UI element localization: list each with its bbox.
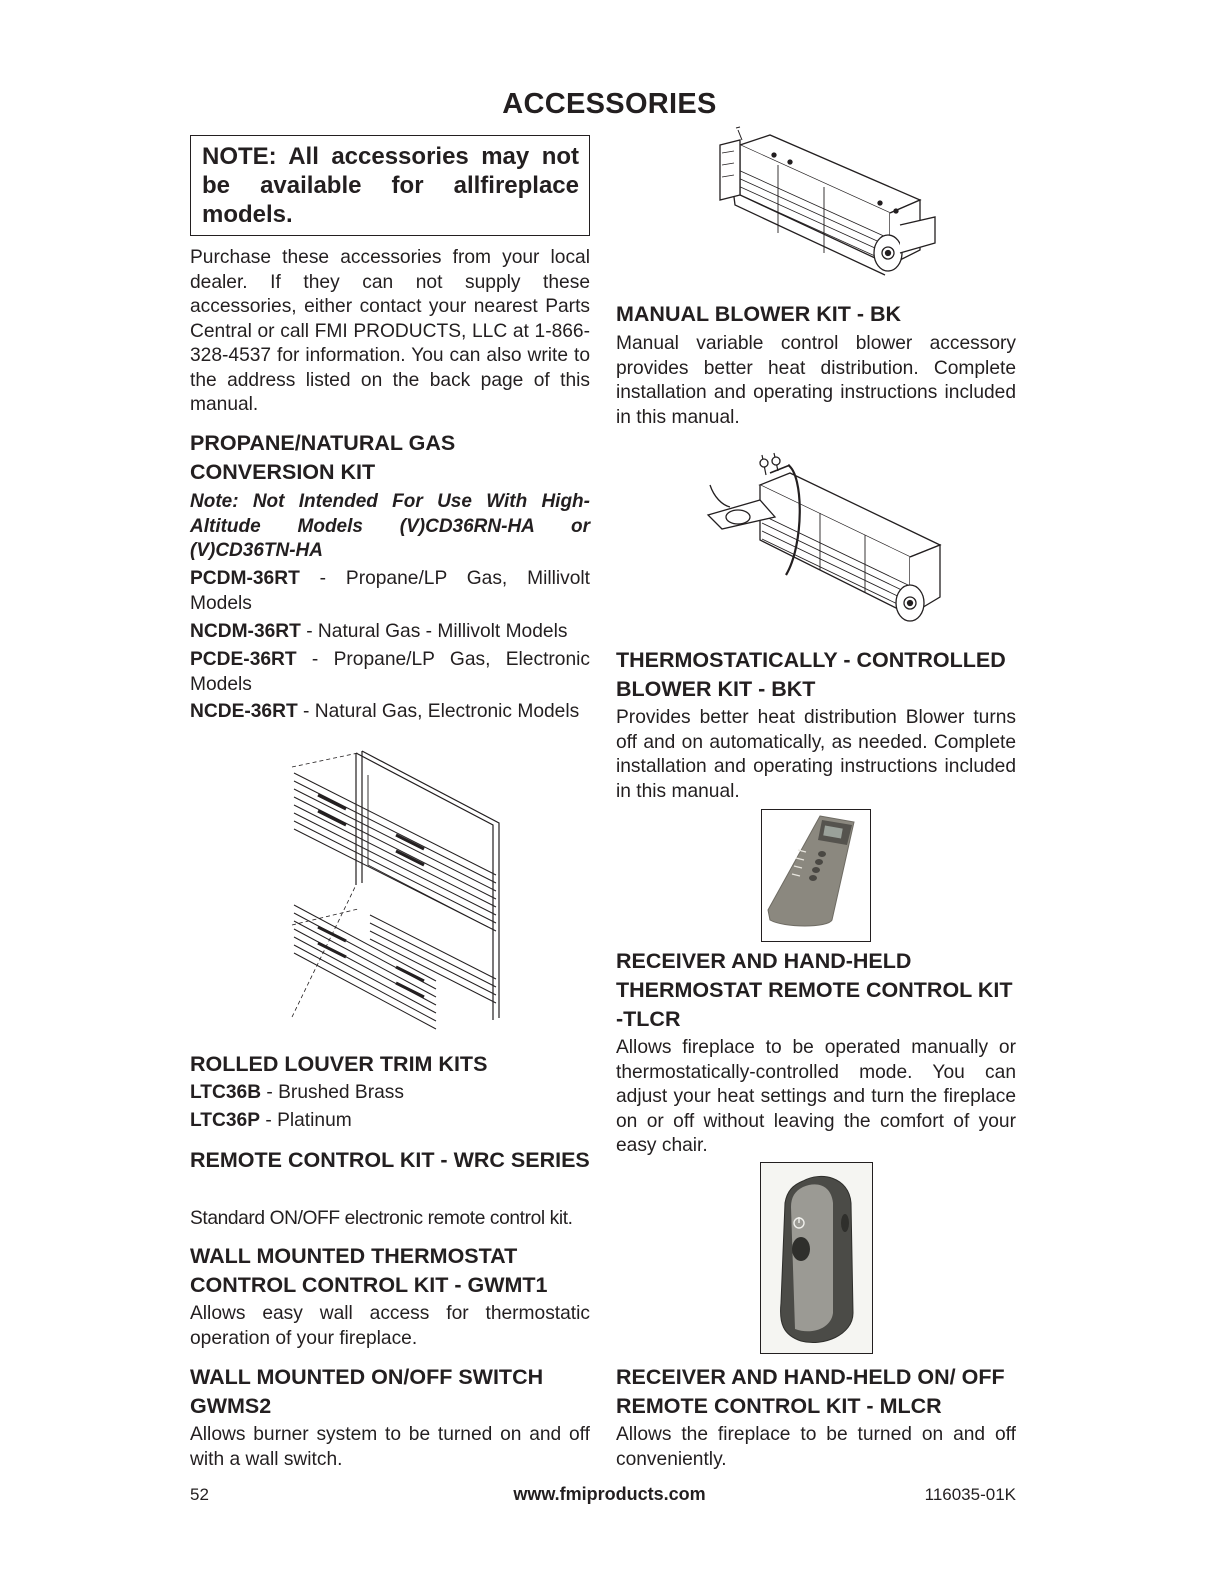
mlcr-heading: RECEIVER AND HAND-HELD ON/ OFF REMOTE CONTROL KIT - MLCR [616,1365,1005,1418]
conversion-kit-heading: PROPANE/NATURAL GAS CONVERSION KIT [190,431,456,484]
model-desc: - Propane/LP Gas, Millivolt Models [190,568,590,614]
wrc-heading: REMOTE CONTROL KIT - WRC SERIES [190,1148,590,1172]
bkt-text: Provides better heat distribution Blower turns off and on automatically, as needed. Complete installation and operating instructions included in this manual. [616,707,1016,802]
louver-trim-illustration [288,745,508,1035]
page-number: 52 [190,1485,209,1504]
intro-paragraph: Purchase these accessories from your local dealer. If they can not supply these accessories, either contact your nearest Parts Central or call FMI PRODUCTS, LLC at 1-866-328-4537 for information. You can also write to the address listed on the back page of this manual. [190,247,590,415]
louver-heading: ROLLED LOUVER TRIM KITS [190,1052,488,1076]
model-desc: - Natural Gas - Millivolt Models [300,621,568,642]
model-desc: - Natural Gas, Electronic Models [297,701,580,722]
louver-code: LTC36P [190,1110,261,1131]
model-code: NCDM-36RT [190,621,301,642]
louver-desc: - Platinum [260,1110,352,1131]
gwms2-heading: WALL MOUNTED ON/OFF SWITCH GWMS2 [190,1365,544,1418]
model-line [190,620,590,645]
model-code: NCDE-36RT [190,701,298,722]
manual-blower-illustration [700,125,950,290]
tlcr-heading: RECEIVER AND HAND-HELD THERMOSTAT REMOTE CONTROL KIT -TLCR [616,949,1013,1031]
bkt-heading: THERMOSTATICALLY - CONTROLLED BLOWER KIT - BKT [616,648,1006,701]
model-line [190,567,590,616]
tlcr-text: Allows fireplace to be operated manually or thermostatically-controlled mode. You can adjust your heat settings and turn the fireplace on or off without leaving the comfort of your easy chair. [616,1037,1016,1156]
model-code: PCDM-36RT [190,568,300,589]
wrc-text: Standard ON/OFF electronic remote control kit. [190,1208,573,1229]
bk-heading: MANUAL BLOWER KIT - BK [616,302,902,326]
gwmt1-text: Allows easy wall access for thermostatic operation of your fireplace. [190,1303,590,1349]
thermostatic-blower-illustration [700,445,960,635]
gwms2-text: Allows burner system to be turned on and off with a wall switch. [190,1424,590,1470]
louver-desc: - Brushed Brass [261,1082,404,1103]
conversion-kit-note: Note: Not Intended For Use With High-Altitude Models (V)CD36RN-HA or (V)CD36TN-HA [190,491,590,561]
footer-url[interactable]: www.fmiproducts.com [513,1484,706,1504]
note-box: NOTE: All accessories may not be available for allfireplace models. [190,135,590,236]
gwmt1-heading: WALL MOUNTED THERMOSTAT CONTROL CONTROL KIT - GWMT1 [190,1244,548,1297]
model-desc: - Propane/LP Gas, Electronic Models [190,649,590,695]
bk-text: Manual variable control blower accessory provides better heat distribution. Complete installation and operating instructions included in this manual. [616,333,1016,428]
louver-code: LTC36B [190,1082,262,1103]
model-code: PCDE-36RT [190,649,297,670]
mlcr-text: Allows the fireplace to be turned on and off conveniently. [616,1424,1016,1470]
doc-number: 116035-01K [924,1485,1016,1504]
page-title: ACCESSORIES [502,88,717,120]
tlcr-remote-photo [761,809,871,942]
model-line [190,700,590,725]
model-line [190,648,590,697]
mlcr-remote-photo [760,1162,873,1354]
louver-item [190,1109,590,1134]
louver-item [190,1081,590,1106]
